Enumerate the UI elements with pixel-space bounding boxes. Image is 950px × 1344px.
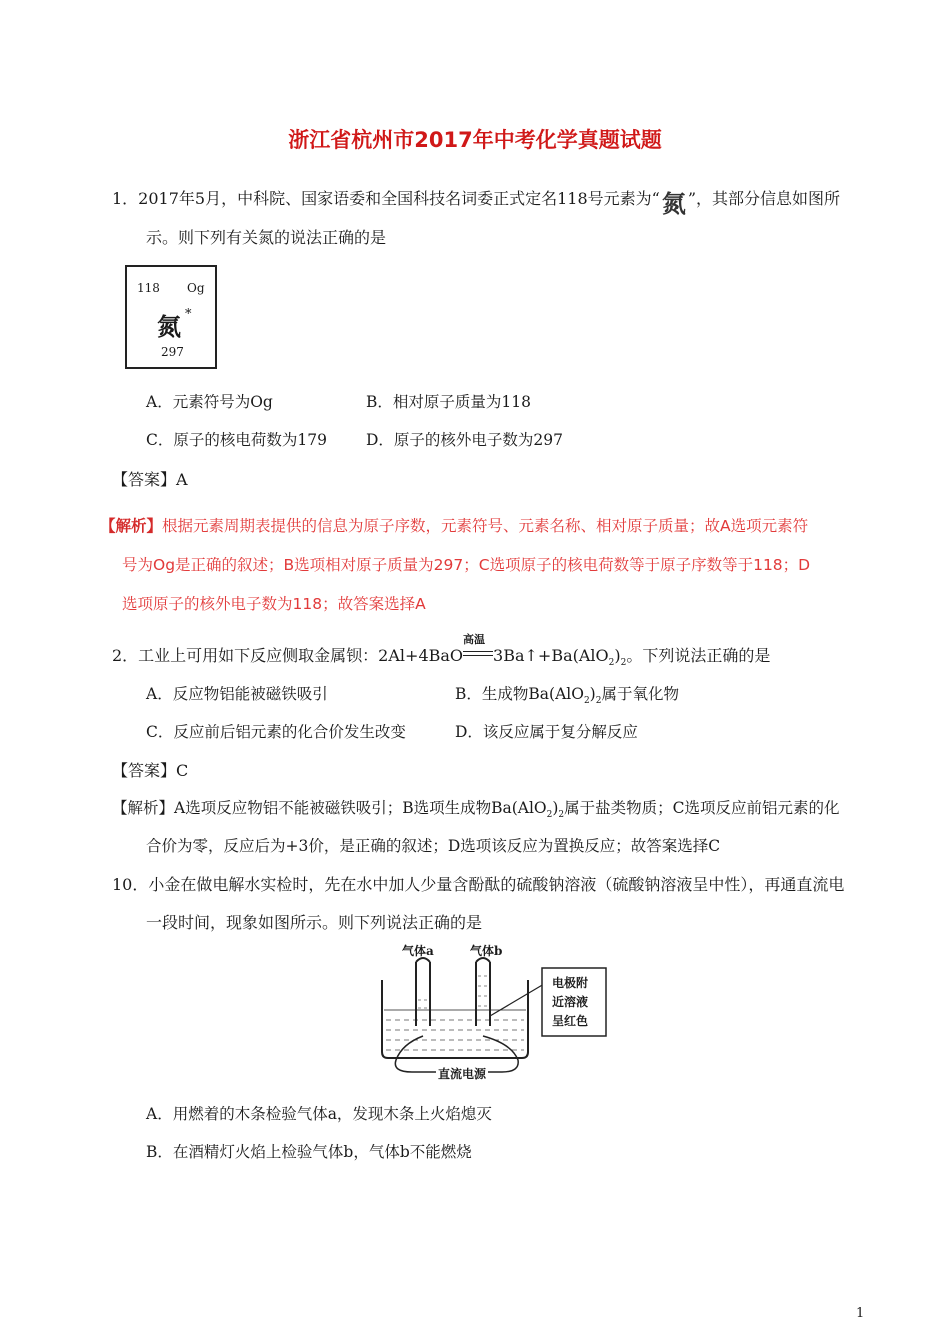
q2-option-d: D．该反应属于复分解反应 — [455, 723, 638, 741]
gas-b-label: 气体b — [470, 944, 503, 958]
q2-stem — [112, 633, 771, 669]
q1-line1-pre: 1．2017年5月，中科院、国家语委和全国科技名词委正式定名118号元素为“ — [112, 189, 660, 208]
q2-sub1: 2 — [608, 658, 615, 669]
q2-option-a: A．反应物铝能被磁铁吸引 — [146, 685, 328, 703]
q1-explanation-line1 — [100, 514, 808, 536]
q1-line2: 示。则下列有关氮的说法正确的是 — [146, 228, 387, 247]
reaction-condition-arrow — [463, 633, 493, 663]
q1-option-c: C．原子的核电荷数为179 — [146, 431, 327, 449]
element-char-image: 氮 — [661, 189, 686, 218]
note-line2: 近溶液 — [552, 995, 589, 1009]
element-number: 118 — [137, 281, 160, 295]
q2-stem-tail: 。下列说法正确的是 — [626, 646, 771, 665]
q2-option-b — [455, 682, 679, 706]
q1-explanation-line3: 选项原子的核外电子数为118；故答案选择A — [122, 595, 426, 613]
q1-answer: 【答案】A — [112, 470, 188, 489]
page-number: 1 — [856, 1306, 865, 1321]
q1-option-a: A．元素符号为Og — [146, 393, 273, 411]
element-mass: 297 — [161, 345, 184, 359]
electrolysis-figure — [372, 940, 612, 1086]
q2-option-b-sub2: 2 — [595, 696, 602, 707]
q2-sub2: 2 — [620, 658, 627, 669]
q2-explanation-line2: 合价为零，反应后为+3价，是正确的叙述；D选项该反应为置换反应；故答案选择C — [146, 837, 721, 855]
q2-stem-post2: ) — [614, 646, 621, 665]
q1-line1 — [112, 186, 840, 219]
page-title: 浙江省杭州市2017年中考化学真题试题 — [288, 128, 662, 152]
q2-answer: 【答案】C — [112, 761, 189, 780]
q2-option-b-tail: 属于氧化物 — [601, 685, 679, 703]
element-card — [125, 265, 217, 369]
q2-option-b-post: ) — [589, 685, 596, 703]
note-line1: 电极附 — [552, 976, 589, 990]
q2-explanation-sub: 2 — [546, 810, 553, 821]
element-symbol: Og — [187, 281, 205, 295]
q1-explanation-label: 【解析】 — [100, 517, 163, 535]
q1-explanation-text1: 根据元素周期表提供的信息为原子序数，元素符号、元素名称、相对原子质量；故A选项元素符 — [162, 517, 809, 535]
q2-explanation-pre: 【解析】A选项反应物铝不能被磁铁吸引；B选项生成物Ba(AlO — [112, 799, 547, 817]
q2-explanation-tail: 属于盐类物质；C选项反应前铝元素的化 — [564, 799, 840, 817]
q2-option-b-pre: B．生成物Ba(AlO — [455, 685, 584, 703]
q2-stem-pre: 2．工业上可用如下反应侧取金属钡：2Al+4BaO — [112, 646, 464, 665]
q10-line1: 10．小金在做电解水实检时，先在水中加人少量含酚酞的硫酸钠溶液（硫酸钠溶液呈中性），再通直流电 — [112, 875, 845, 894]
power-source-label: 直流电源 — [438, 1067, 487, 1081]
q10-option-b: B．在酒精灯火焰上检验气体b，气体b不能燃烧 — [146, 1143, 472, 1161]
element-name: 氮 — [157, 312, 181, 341]
q2-explanation-post: ) — [552, 799, 559, 817]
q2-option-b-sub: 2 — [583, 696, 590, 707]
q2-explanation-line1 — [112, 796, 840, 820]
q10-line2: 一段时间，现象如图所示。则下列说法正确的是 — [146, 913, 483, 932]
q1-option-b: B．相对原子质量为118 — [366, 393, 531, 411]
gas-a-label: 气体a — [402, 944, 434, 958]
element-star: * — [185, 307, 192, 322]
q1-explanation-line2: 号为Og是正确的叙述；B选项相对原子质量为297；C选项原子的核电荷数等于原子序数等于118；D — [122, 556, 811, 574]
q1-line1-post: ”，其部分信息如图所 — [687, 189, 840, 208]
q2-option-c: C．反应前后铝元素的化合价发生改变 — [146, 723, 406, 741]
note-line3: 呈红色 — [552, 1014, 589, 1028]
q2-explanation-sub2: 2 — [558, 810, 565, 821]
reaction-condition-label: 高温 — [463, 633, 486, 646]
q2-stem-post: 3Ba↑+Ba(AlO — [493, 646, 609, 665]
q10-option-a: A．用燃着的木条检验气体a，发现木条上火焰熄灭 — [146, 1105, 492, 1123]
q1-option-d: D．原子的核外电子数为297 — [366, 431, 564, 449]
